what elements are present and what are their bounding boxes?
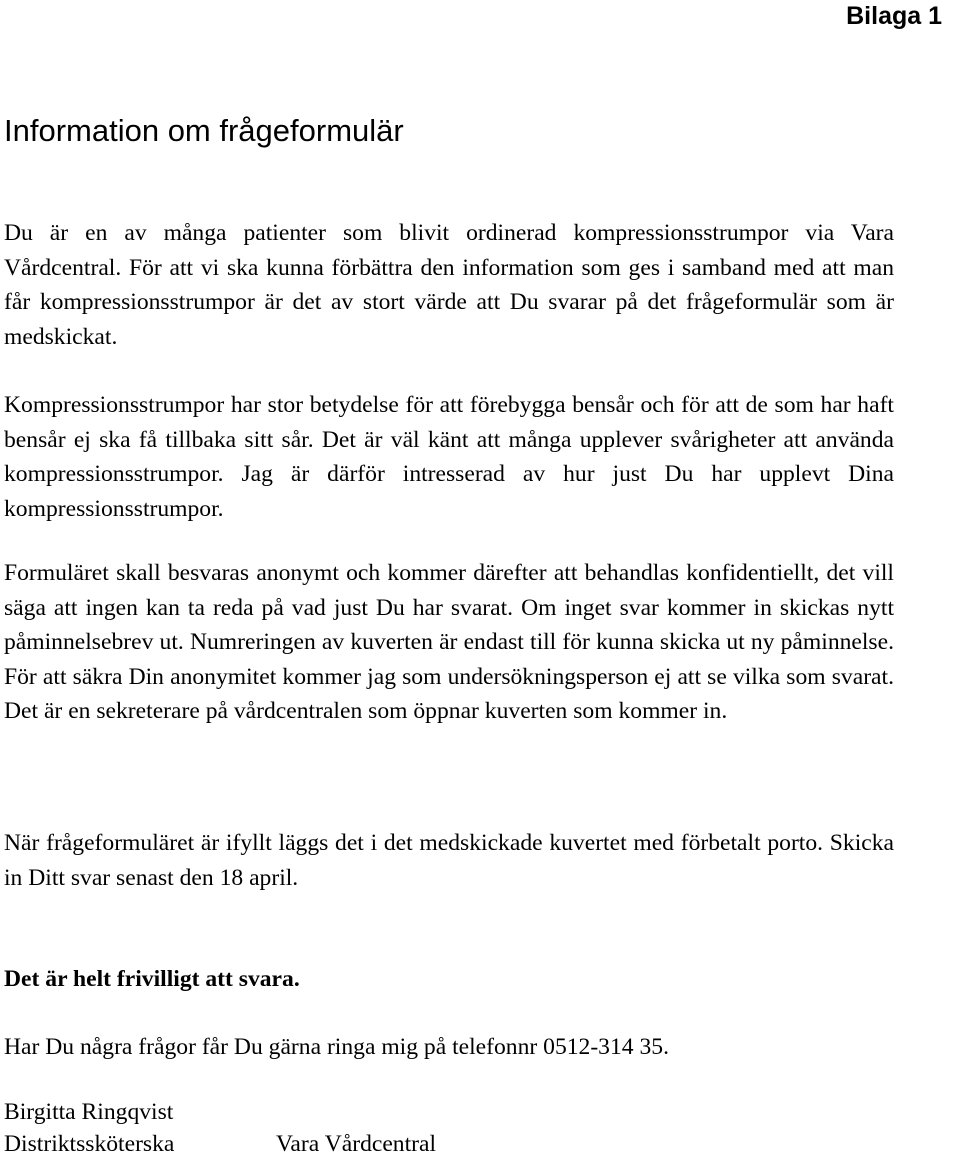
signature-role: Distriktssköterska (4, 1131, 175, 1157)
signature-block (4, 1096, 436, 1160)
signature-name: Birgitta Ringqvist (4, 1099, 174, 1125)
page-title: Information om frågeformulär (4, 113, 404, 148)
intro-paragraph: Du är en av många patienter som blivit ordinerad kompressionsstrumpor via Vara Vårdcentral. För att vi ska kunna förbättra den information som ges i samband med att man får kompressionsstrumpor är det av stort värde att Du svarar på det frågeformulär som är medskickat. (4, 220, 894, 350)
voluntary-notice: Det är helt frivilligt att svara. (4, 966, 300, 992)
purpose-paragraph: Kompressionsstrumpor har stor betydelse för att förebygga bensår och för att de som har haft bensår ej ska få tillbaka sitt sår. Det är väl känt att många upplever svårigheter att använda kompressionsstrumpor. Jag är därför intresserad av hur just Du har upplevt Dina kompressionsstrumpor. (4, 392, 894, 522)
anonymity-paragraph: Formuläret skall besvaras anonymt och kommer därefter att behandlas konfidentiellt, det vill säga att ingen kan ta reda på vad just Du har svarat. Om inget svar kommer in skickas nytt påminnelsebrev ut. Numreringen av kuverten är endast till för kunna skicka ut ny påminnelse. För att säkra Din anonymitet kommer jag som undersökningsperson ej att se vilka som svarat. Det är en sekreterare på vårdcentralen som öppnar kuverten som kommer in. (4, 560, 894, 724)
contact-info: Har Du några frågor får Du gärna ringa mig på telefonnr 0512-314 35. (4, 1034, 669, 1060)
signature-role-line (4, 1128, 436, 1160)
return-instructions-paragraph: När frågeformuläret är ifyllt läggs det i det medskickade kuvertet med förbetalt porto. Skicka in Ditt svar senast den 18 april. (4, 830, 894, 891)
signature-organization: Vara Vårdcentral (276, 1131, 437, 1157)
appendix-label: Bilaga 1 (846, 2, 942, 30)
